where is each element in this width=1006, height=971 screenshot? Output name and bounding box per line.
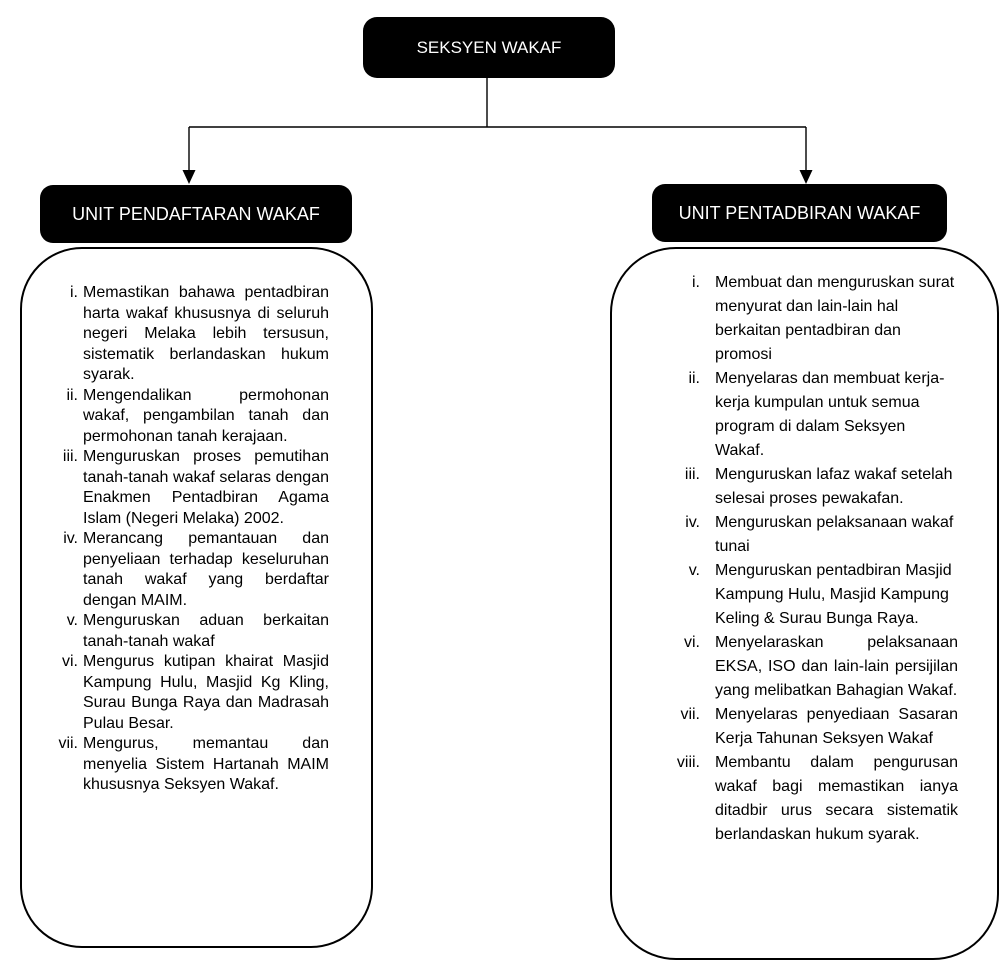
item-numeral: vi. bbox=[62, 653, 78, 670]
item-text: Menyelaras penyediaan Sasaran Kerja Tahunan Seksyen Wakaf bbox=[715, 706, 958, 747]
unit-pendaftaran-header bbox=[40, 185, 352, 243]
item-text: Menyelaras dan membuat kerja-kerja kumpulan untuk semua program di dalam Seksyen Wakaf. bbox=[715, 370, 945, 459]
list-item bbox=[636, 631, 997, 703]
item-text: Menguruskan aduan berkaitan tanah-tanah wakaf bbox=[83, 612, 329, 650]
item-numeral: viii. bbox=[676, 754, 700, 771]
item-text: Mengurus, memantau dan menyelia Sistem Hartanah MAIM khususnya Seksyen Wakaf. bbox=[83, 735, 329, 793]
unit-pentadbiran-header bbox=[652, 184, 947, 242]
item-numeral: iv. bbox=[685, 514, 700, 531]
item-text: Mengurus kutipan khairat Masjid Kampung Hulu, Masjid Kg Kling, Surau Bunga Raya dan Madrasah Pulau Besar. bbox=[83, 653, 329, 732]
item-numeral: iii. bbox=[684, 466, 700, 483]
list-item bbox=[36, 529, 371, 611]
title-node bbox=[363, 17, 615, 78]
list-item bbox=[36, 611, 371, 652]
item-numeral: i. bbox=[692, 274, 700, 291]
list-item bbox=[36, 283, 371, 386]
unit-pentadbiran-panel bbox=[610, 247, 999, 960]
item-numeral: v. bbox=[66, 612, 78, 629]
item-numeral: vii. bbox=[58, 735, 78, 752]
list-item bbox=[636, 751, 997, 847]
unit-pendaftaran-header-label: UNIT PENDAFTARAN WAKAF bbox=[72, 203, 320, 224]
list-item bbox=[636, 271, 997, 367]
item-numeral: ii. bbox=[688, 370, 700, 387]
item-text: Menguruskan pelaksanaan wakaf tunai bbox=[715, 514, 954, 555]
unit-pendaftaran-panel bbox=[20, 247, 373, 948]
item-numeral: vii. bbox=[680, 706, 700, 723]
list-item bbox=[36, 734, 371, 796]
item-text: Membuat dan menguruskan surat menyurat dan lain-lain hal berkaitan pentadbiran dan promosi bbox=[715, 274, 955, 363]
list-item bbox=[36, 386, 371, 448]
item-numeral: v. bbox=[688, 562, 700, 579]
item-text: Menyelaraskan pelaksanaan EKSA, ISO dan lain-lain persijilan yang melibatkan Bahagian Wakaf. bbox=[715, 634, 958, 699]
item-text: Merancang pemantauan dan penyeliaan terhadap keseluruhan tanah wakaf yang berdaftar dengan MAIM. bbox=[83, 530, 329, 609]
list-item bbox=[636, 703, 997, 751]
unit-pentadbiran-header-label: UNIT PENTADBIRAN WAKAF bbox=[678, 202, 921, 223]
item-numeral: iii. bbox=[62, 448, 78, 465]
list-item bbox=[636, 367, 997, 463]
arrow-down-right-icon bbox=[800, 170, 813, 184]
item-text: Menguruskan pentadbiran Masjid Kampung Hulu, Masjid Kampung Keling & Surau Bunga Raya. bbox=[715, 562, 952, 627]
item-numeral: vi. bbox=[684, 634, 700, 651]
list-item bbox=[636, 559, 997, 631]
list-item bbox=[636, 511, 997, 559]
item-text: Menguruskan proses pemutihan tanah-tanah wakaf selaras dengan Enakmen Pentadbiran Agama Islam (Negeri Melaka) 2002. bbox=[83, 448, 329, 527]
item-text: Memastikan bahawa pentadbiran harta wakaf khususnya di seluruh negeri Melaka lebih tersusun, sistematik berlandaskan hukum syarak. bbox=[83, 284, 329, 383]
arrow-down-left-icon bbox=[183, 170, 196, 184]
title-node-label: SEKSYEN WAKAF bbox=[416, 37, 562, 57]
item-text: Menguruskan lafaz wakaf setelah selesai proses pewakafan. bbox=[715, 466, 953, 507]
item-numeral: i. bbox=[70, 284, 78, 301]
list-item bbox=[36, 447, 371, 529]
list-item bbox=[636, 463, 997, 511]
item-text: Mengendalikan permohonan wakaf, pengambilan tanah dan permohonan tanah kerajaan. bbox=[83, 386, 329, 445]
item-numeral: ii. bbox=[66, 386, 78, 404]
list-item bbox=[36, 652, 371, 734]
item-text: Membantu dalam pengurusan wakaf bagi memastikan ianya ditadbir urus secara sistematik berlandaskan hukum syarak. bbox=[715, 754, 958, 843]
item-numeral: iv. bbox=[63, 530, 78, 547]
